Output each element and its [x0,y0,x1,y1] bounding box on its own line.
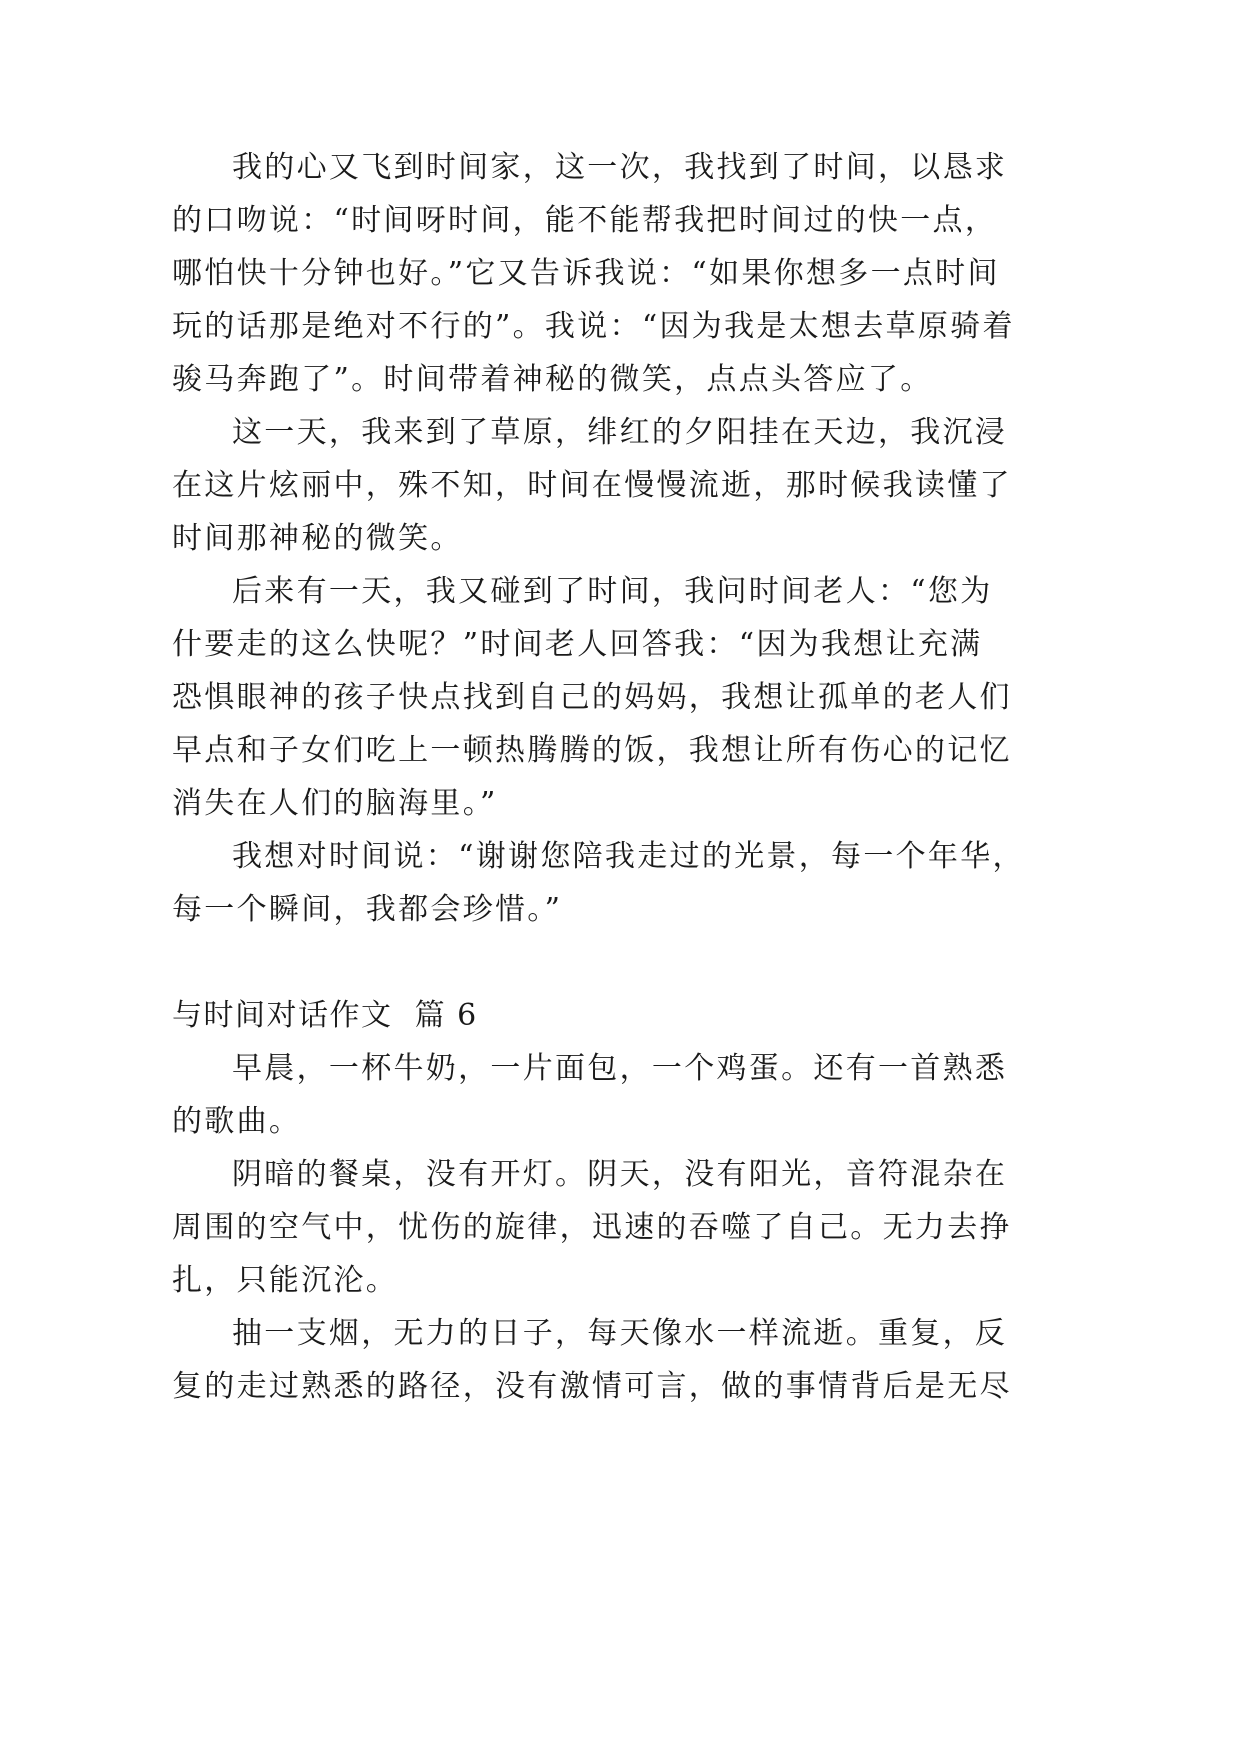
section-heading: 与时间对话作文 篇 6 [172,998,478,1033]
text-line: 的歌曲。 [172,1104,302,1139]
text-line: 我想对时间说：“谢谢您陪我走过的光景，每一个年华， [232,839,1025,874]
text-line: 早晨，一杯牛奶，一片面包，一个鸡蛋。还有一首熟悉 [232,1051,1008,1086]
text-line: 时间那神秘的微笑。 [172,521,463,556]
text-line: 玩的话那是绝对不行的”。我说：“因为我是太想去草原骑着 [172,309,1015,344]
text-line: 复的走过熟悉的路径，没有激情可言，做的事情背后是无尽 [172,1369,1012,1404]
text-line: 每一个瞬间，我都会珍惜。” [172,892,563,927]
text-line: 骏马奔跑了”。时间带着神秘的微笑，点点头答应了。 [172,362,933,397]
text-line: 我的心又飞到时间家，这一次，我找到了时间，以恳求 [232,150,1008,185]
text-line: 恐惧眼神的孩子快点找到自己的妈妈，我想让孤单的老人们 [172,680,1012,715]
text-line: 消失在人们的脑海里。” [172,786,498,821]
text-line: 在这片炫丽中，殊不知，时间在慢慢流逝，那时候我读懂了 [172,468,1012,503]
text-line: 早点和子女们吃上一顿热腾腾的饭，我想让所有伤心的记忆 [172,733,1012,768]
text-line: 周围的空气中，忧伤的旋律，迅速的吞噬了自己。无力去挣 [172,1210,1012,1245]
text-line: 扎，只能沉沦。 [172,1263,399,1298]
text-line: 抽一支烟，无力的日子，每天像水一样流逝。重复，反 [232,1316,1008,1351]
text-line: 哪怕快十分钟也好。”它又告诉我说：“如果你想多一点时间 [172,256,1000,291]
text-line: 阴暗的餐桌，没有开灯。阴天，没有阳光，音符混杂在 [232,1157,1008,1192]
text-line: 什要走的这么快呢？”时间老人回答我：“因为我想让充满 [172,627,983,662]
text-line: 后来有一天，我又碰到了时间，我问时间老人：“您为 [232,574,993,609]
text-line: 的口吻说：“时间呀时间，能不能帮我把时间过的快一点， [172,203,998,238]
text-line: 这一天，我来到了草原，绯红的夕阳挂在天边，我沉浸 [232,415,1008,450]
